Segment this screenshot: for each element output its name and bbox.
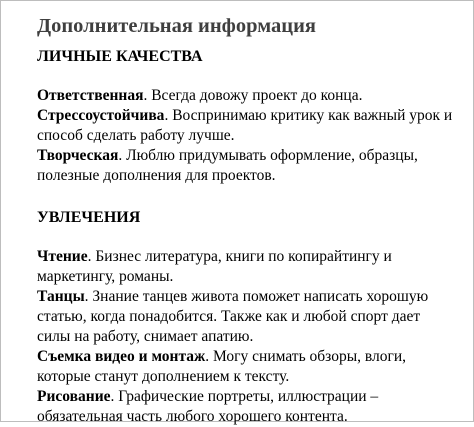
document-title: Дополнительная информация (37, 15, 316, 37)
list-item (37, 347, 457, 387)
item-term: Рисование (37, 388, 111, 405)
item-text: . Знание танцев живота поможет написать хорошую статью, когда понадобится. Также как и любой спорт дает силы на работу, снимает апатию. (37, 288, 429, 345)
item-text: . Воспринимаю критику как важный урок и способ сделать работу лучше. (37, 107, 453, 144)
list-item (37, 146, 457, 186)
item-term: Стрессоустойчива (37, 107, 165, 124)
hobbies-list (37, 247, 457, 427)
section-heading-hobbies: УВЛЕЧЕНИЯ (37, 209, 141, 226)
item-text: . Бизнес литература, книги по копирайтингу и маркетингу, романы. (37, 248, 392, 285)
list-item (37, 287, 457, 347)
item-text: . Всегда довожу проект до конца. (143, 87, 363, 104)
document-content (37, 11, 457, 427)
list-item (37, 387, 457, 427)
item-term: Съемка видео и монтаж (37, 348, 206, 365)
item-term: Чтение (37, 248, 88, 265)
item-text: . Графические портреты, иллюстрации – обязательная часть любого хорошего контента. (37, 388, 379, 425)
section-heading-personal-qualities: ЛИЧНЫЕ КАЧЕСТВА (37, 48, 203, 65)
item-term: Творческая (37, 147, 119, 164)
item-term: Ответственная (37, 87, 144, 104)
list-item (37, 247, 457, 287)
list-item (37, 106, 457, 146)
item-text: . Могу снимать обзоры, влоги, которые станут дополнением к тексту. (37, 348, 406, 385)
list-item (37, 86, 457, 106)
item-term: Танцы (37, 288, 85, 305)
personal-qualities-list (37, 86, 457, 186)
item-text: . Люблю придумывать оформление, образцы, полезные дополнения для проектов. (37, 147, 418, 184)
